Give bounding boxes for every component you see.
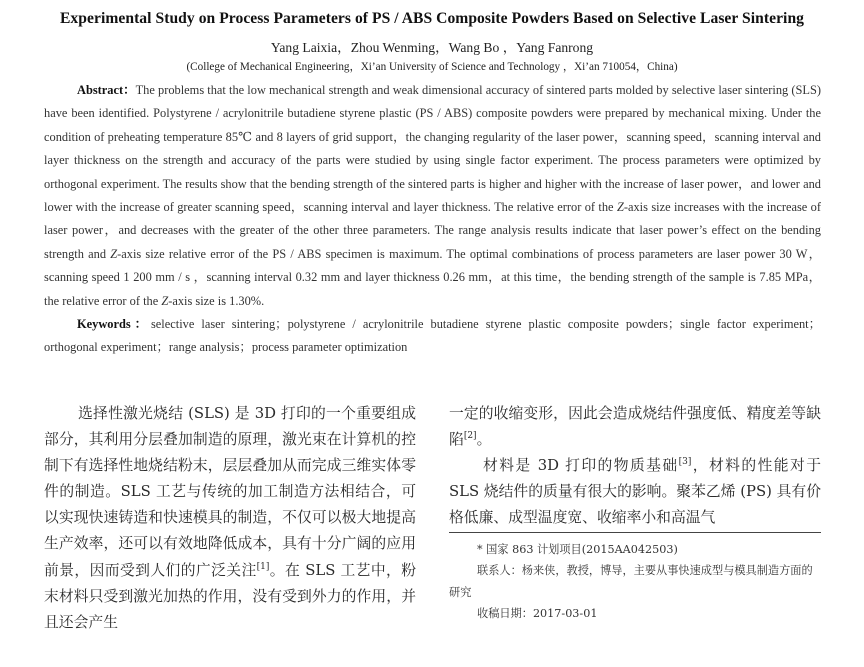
- abstract-paragraph: [44, 79, 821, 313]
- keywords-label: Keywords：: [77, 317, 151, 332]
- authors: Yang Laixia，Zhou Wenming，Wang Bo ，Yang Fanrong: [270, 40, 594, 55]
- body-left-column: [44, 401, 416, 636]
- body-right-p2-text-2: ，材料的性能对于 SLS 烧结件的质量有很大的影响。聚苯乙烯 (PS) 具有价格低廉、成型温度宽、收缩率小和高温气: [449, 457, 821, 527]
- body-paragraph-2: [449, 453, 821, 531]
- footnote-fund: * 国家 863 计划项目(2015AA042503): [477, 543, 678, 556]
- citation-ref-3: [3]: [678, 457, 692, 468]
- body-left-text-1: 选择性激光烧结 (SLS) 是 3D 打印的一个重要组成部分，其利用分层叠加制造的原理，激光束在计算机的控制下有选择性地烧结粉末，层层叠加从而完成三维实体零件的制造。SLS 工艺与传统的加工制造方法相结合，可以实现快速铸造和快速模具的制造，不仅可以极大地提高生产效率，还可以有效地降低成本，具有十分广阔的应用前景，因而受到人们的广泛关注: [44, 405, 416, 579]
- footnotes: [449, 539, 823, 624]
- abstract-text-4: -axis size is 1.30%.: [168, 293, 265, 308]
- abstract-text-2: -axis size increases with the increase of laser power，and decreases with the greater of the other three parameters. The range analysis results indicate that laser power’s effect on the bending strength and: [44, 200, 822, 261]
- keywords-text: selective laser sintering；polystyrene / acrylonitrile butadiene styrene plastic composite powders；single factor experiment；orthogonal experiment；range analysis；process parameter optimization: [44, 317, 821, 355]
- body-paragraph-1-continued: [449, 401, 821, 453]
- body-right-text-1: 一定的收缩变形，因此会造成烧结件强度低、精度差等缺陷: [449, 405, 821, 449]
- abstract-text-1: The problems that the low mechanical strength and weak dimensional accuracy of sintered parts molded by selective laser sintering (SLS) have been identified. Polystyrene / acrylonitrile butadiene styrene plastic (PS / ABS) composite powders were prepared by mechanical mixing. Under the condition of preheating temperature 85℃ and 8 layers of grid support，the changing regularity of the laser power，scanning speed，scanning interval and layer thickness on the strength and accuracy of the parts were studied by using single factor experiment. The process parameters were optimized by orthogonal experiment. The results show that the bending strength of the sintered parts is higher and higher with the increase of laser power，and lower and lower with the increase of greater scanning speed，scanning interval and layer thickness. The relative error of the: [44, 83, 821, 215]
- footnote-contact: 联系人：杨来侠，教授，博导，主要从事快速成型与模具制造方面的研究: [449, 564, 813, 599]
- footnote-divider: [449, 532, 821, 533]
- body-right-text-2: 。: [476, 431, 492, 449]
- keywords-paragraph: [44, 313, 821, 360]
- english-abstract-block: [44, 79, 821, 360]
- z-axis-italic-1: Z: [616, 200, 624, 215]
- affiliation: (College of Mechanical Engineering，Xi’an University of Science and Technology ，Xi’an 710054，China): [186, 61, 678, 73]
- paper-title: Experimental Study on Process Parameters of PS / ABS Composite Powders Based on Selective Laser Sintering: [59, 10, 805, 27]
- z-axis-italic-2: Z: [110, 246, 118, 261]
- abstract-label: Abstract：: [77, 83, 136, 97]
- citation-ref-2: [2]: [463, 431, 477, 442]
- body-right-p2-text-1: 材料是 3D 打印的物质基础: [483, 457, 679, 475]
- body-left-text-2: 。在 SLS 工艺中，粉末材料只受到激光加热的作用，没有受到外力的作用，并且还会产生: [44, 561, 416, 631]
- z-axis-italic-3: Z: [161, 293, 169, 308]
- abstract-text-3: -axis size relative error of the PS / ABS specimen is maximum. The optimal combinations of process parameters are laser power 30 W，scanning speed 1 200 mm / s ，scanning interval 0.32 mm and layer thickness 0.26 mm，at this time，the bending strength of the sample is 7.85 MPa，the relative error of the: [44, 246, 821, 308]
- body-right-column: [449, 401, 821, 531]
- citation-ref-1: [1]: [256, 561, 270, 572]
- footnote-received: 收稿日期：2017-03-01: [477, 606, 598, 620]
- body-paragraph-1: [44, 401, 416, 636]
